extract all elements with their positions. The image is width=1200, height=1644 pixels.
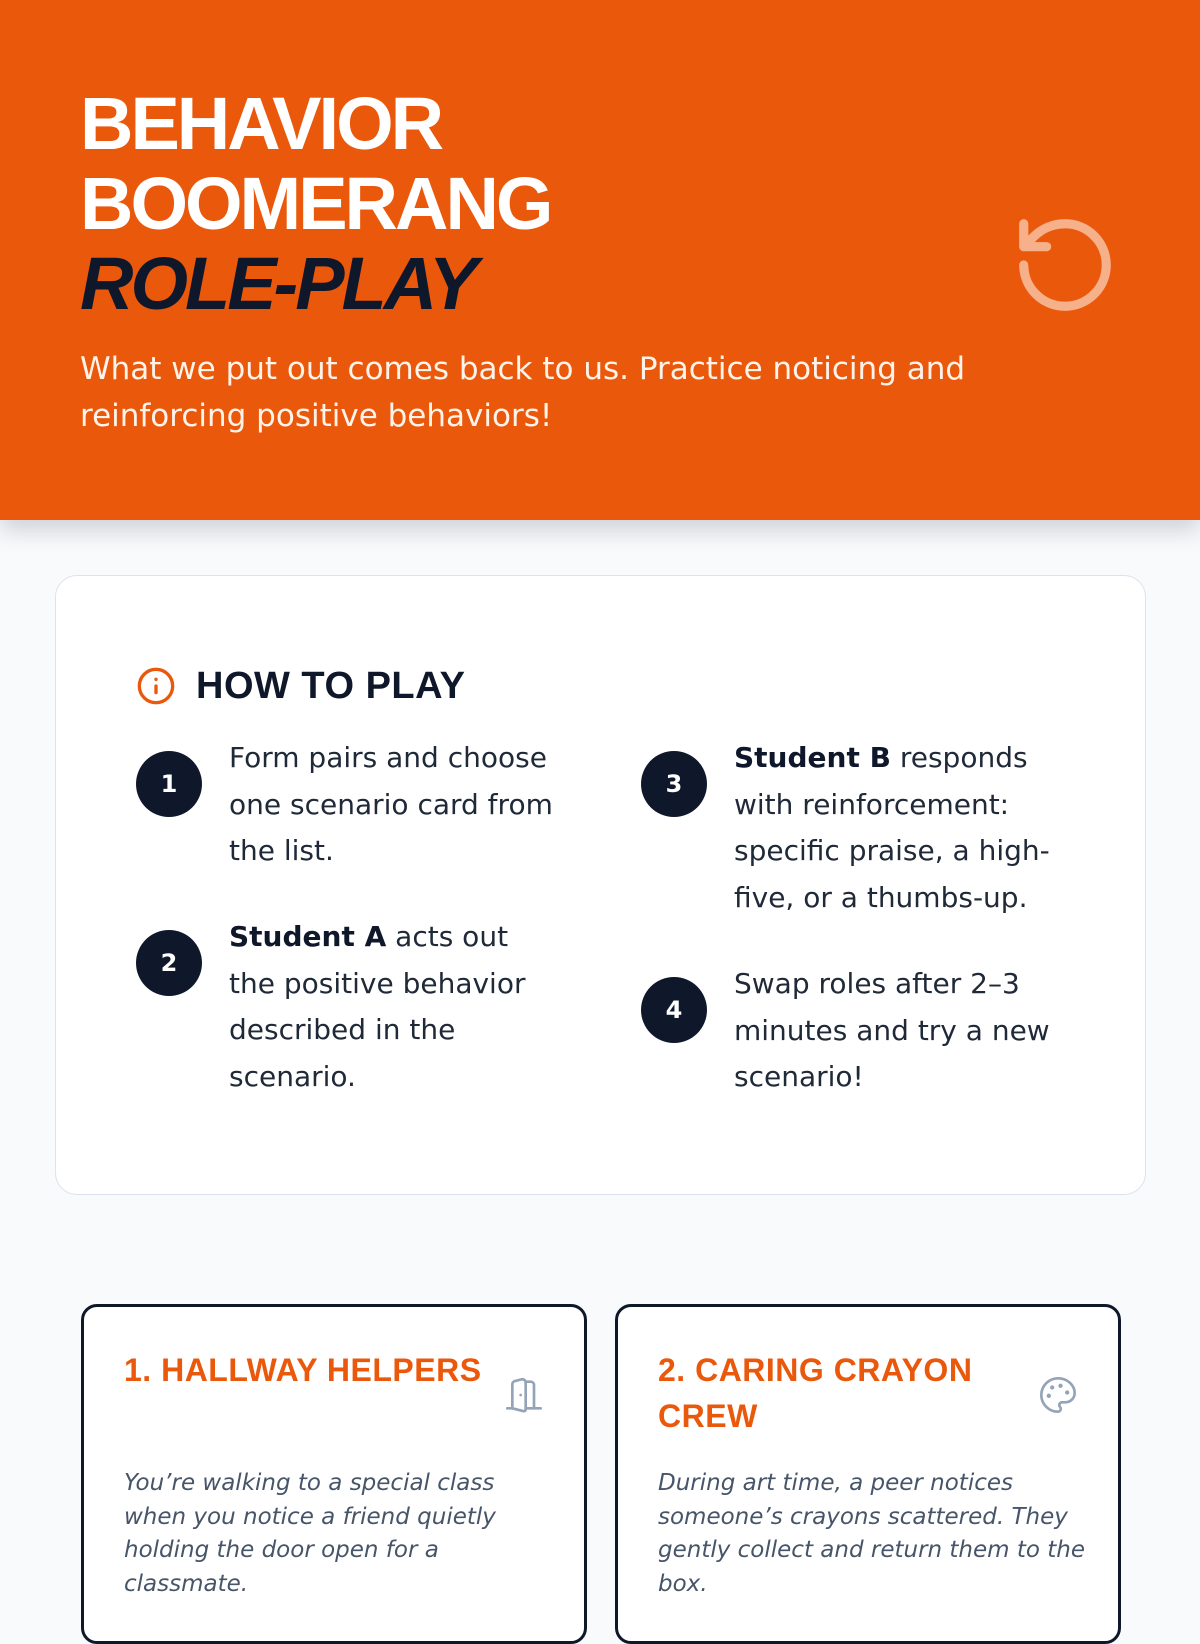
rotate-ccw-icon [1010,210,1120,320]
step-text: Student A acts out the positive behavior described in the scenario. [229,920,526,1093]
step-text: Student B responds with reinforcement: specific praise, a high-five, or a thumbs-up. [734,741,1050,914]
how-to-play-card [55,575,1146,1195]
palette-icon [1038,1375,1078,1415]
scenario-description: During art time, a peer notices someone’s crayons scattered. They gently collect and return them to the box. [658,1470,1086,1597]
step-role: Student B [734,741,891,774]
step-text: Form pairs and choose one scenario card from the list. [229,741,553,867]
step-text: Swap roles after 2–3 minutes and try a new scenario! [734,967,1050,1093]
how-to-play-title: HOW TO PLAY [196,664,466,707]
hero-subtitle: What we put out comes back to us. Practice noticing and reinforcing positive behaviors! [80,351,966,434]
scenario-card-caring-crayon-crew[interactable] [615,1304,1121,1644]
scenario-title: 2. CARING CRAYON CREW [658,1352,973,1434]
how-to-play-header [136,660,465,712]
step-number: 2 [136,930,202,996]
door-open-icon [504,1375,544,1415]
title-accent: ROLE-PLAY [80,242,476,325]
info-icon [136,666,176,706]
scenario-card-hallway-helpers[interactable] [81,1304,587,1644]
step-number: 4 [641,977,707,1043]
page-title [80,84,550,324]
step-number: 3 [641,751,707,817]
scenario-description: You’re walking to a special class when you notice a friend quietly holding the door open for a classmate. [124,1470,496,1597]
scenario-title: 1. HALLWAY HELPERS [124,1352,482,1388]
title-line-2: BOOMERANG [80,162,551,245]
hero-banner [0,0,1200,520]
step-role: Student A [229,920,387,953]
step-number: 1 [136,751,202,817]
title-line-1: BEHAVIOR [80,82,442,165]
